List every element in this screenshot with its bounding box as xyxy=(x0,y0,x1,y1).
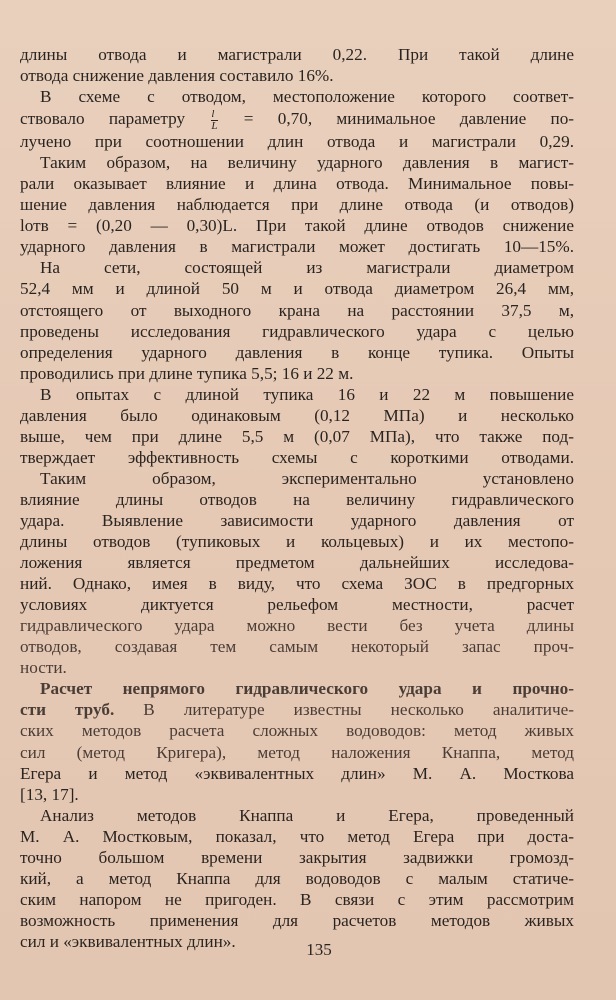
text-segment: лучено при соотношении длин отвода и магистрали 0,29. xyxy=(20,132,574,152)
text-line xyxy=(20,763,574,784)
text-line xyxy=(20,131,574,152)
page-number: 135 xyxy=(306,940,332,959)
fraction-numerator: l xyxy=(211,107,215,120)
text-line xyxy=(20,236,574,257)
text-segment: ложения является предметом дальнейших исследова- xyxy=(20,553,574,573)
text-segment: кий, а метод Кнаппа для водоводов с малым статиче- xyxy=(20,868,574,888)
text-line xyxy=(20,657,574,678)
text-segment: условиях диктуется рельефом местности, расчет xyxy=(20,595,574,615)
text-line xyxy=(20,636,574,657)
text-segment: На сети, состоящей из магистрали диаметром xyxy=(40,258,574,278)
text-segment: отводов, создавая тем самым некоторый запас проч- xyxy=(20,637,574,657)
text-line xyxy=(20,910,574,931)
text-segment: ствовало параметру xyxy=(20,109,186,129)
text-line xyxy=(20,342,574,363)
text-line xyxy=(20,489,574,510)
text-segment: шение давления наблюдается при длине отвода (и отводов) xyxy=(20,195,574,215)
text-segment: В литературе известны несколько аналитиче- xyxy=(114,700,574,720)
text-line xyxy=(20,889,574,910)
text-segment: В опытах с длиной тупика 16 и 22 м повышение xyxy=(40,384,574,404)
text-line xyxy=(20,826,574,847)
text-line xyxy=(20,426,574,447)
text-segment: ности. xyxy=(20,658,67,678)
text-segment: = 0,70, минимальное давление по- xyxy=(243,109,574,129)
text-segment: М. А. Мостковым, показал, что метод Егера при доста- xyxy=(20,826,574,846)
text-segment: удара. Выявление зависимости ударного давления от xyxy=(20,510,574,530)
text-segment: ских методов расчета сложных водоводов: метод живых xyxy=(20,721,574,741)
text-line xyxy=(20,847,574,868)
text-line xyxy=(20,86,574,107)
text-line xyxy=(20,321,574,342)
text-line xyxy=(20,194,574,215)
text-segment: проведены исследования гидравлического удара с целью xyxy=(20,321,574,341)
text-segment: сил (метод Кригера), метод наложения Кнаппа, метод xyxy=(20,742,574,762)
text-line xyxy=(20,405,574,426)
text-line xyxy=(20,805,574,826)
text-line xyxy=(20,699,574,720)
text-segment: сил и «эквивалентных длин». xyxy=(20,931,236,951)
text-segment: тверждает эффективность схемы с короткими отводами. xyxy=(20,447,574,467)
text-line xyxy=(20,152,574,173)
text-segment: возможность применения для расчетов методов живых xyxy=(20,910,574,930)
text-line xyxy=(20,384,574,405)
text-line xyxy=(20,594,574,615)
text-line xyxy=(20,107,574,131)
text-segment: давления было одинаковым (0,12 МПа) и несколько xyxy=(20,405,574,425)
section-heading: Расчет непрямого гидравлического удара и прочно- xyxy=(40,679,574,699)
text-line xyxy=(20,65,574,86)
text-segment: Таким образом, на величину ударного давления в магист- xyxy=(40,153,574,173)
text-line xyxy=(20,257,574,278)
text-line xyxy=(20,868,574,889)
text-segment: отвода снижение давления составило 16%. xyxy=(20,66,334,86)
text-segment: отстоящего от выходного крана на расстоянии 37,5 м, xyxy=(20,300,574,320)
text-segment: Анализ методов Кнаппа и Егера, проведенный xyxy=(40,805,574,825)
text-segment: ний. Однако, имея в виду, что схема ЗОС в предгорных xyxy=(20,574,574,594)
fraction xyxy=(211,109,217,131)
text-line xyxy=(20,784,574,805)
body-text xyxy=(20,44,574,952)
text-segment: 52,4 мм и длиной 50 м и отвода диаметром 26,4 мм, xyxy=(20,279,574,299)
text-line xyxy=(20,173,574,194)
text-line xyxy=(20,278,574,299)
text-line xyxy=(20,468,574,489)
text-segment: lотв = (0,20 — 0,30)L. При такой длине отводов снижение xyxy=(20,216,574,236)
text-line xyxy=(20,742,574,763)
text-segment: гидравлического удара можно вести без учета длины xyxy=(20,616,574,636)
text-segment: ским напором не пригоден. В связи с этим рассмотрим xyxy=(20,889,574,909)
text-line xyxy=(20,573,574,594)
text-segment: проводились при длине тупика 5,5; 16 и 22 м. xyxy=(20,363,354,383)
text-segment: выше, чем при длине 5,5 м (0,07 МПа), что также под- xyxy=(20,426,574,446)
text-segment: длины отводов (тупиковых и кольцевых) и их местопо- xyxy=(20,532,574,552)
text-segment: Егера и метод «эквивалентных длин» М. А. Мосткова xyxy=(20,763,574,783)
text-line xyxy=(20,531,574,552)
text-segment: В схеме с отводом, местоположение которого соответ- xyxy=(40,87,574,107)
text-line xyxy=(20,215,574,236)
text-line xyxy=(20,552,574,573)
text-segment: точно большом времени закрытия задвижки громозд- xyxy=(20,847,574,867)
text-segment: Таким образом, экспериментально установлено xyxy=(40,468,574,488)
text-segment: влияние длины отводов на величину гидравлического xyxy=(20,489,574,509)
text-line xyxy=(20,615,574,636)
text-segment: [13, 17]. xyxy=(20,784,79,804)
text-line xyxy=(20,300,574,321)
text-segment: определения ударного давления в конце тупика. Опыты xyxy=(20,342,574,362)
text-segment: рали оказывает влияние и длина отвода. Минимальное повы- xyxy=(20,174,574,194)
text-line xyxy=(20,720,574,741)
text-segment: ударного давления в магистрали может достигать 10—15%. xyxy=(20,237,574,257)
fraction-denominator: L xyxy=(211,119,218,132)
text-segment: длины отвода и магистрали 0,22. При такой длине xyxy=(20,45,574,64)
text-line xyxy=(20,678,574,699)
text-line xyxy=(20,510,574,531)
text-line xyxy=(20,44,574,65)
text-line xyxy=(20,363,574,384)
text-line xyxy=(20,447,574,468)
section-heading: сти труб. xyxy=(20,700,115,720)
